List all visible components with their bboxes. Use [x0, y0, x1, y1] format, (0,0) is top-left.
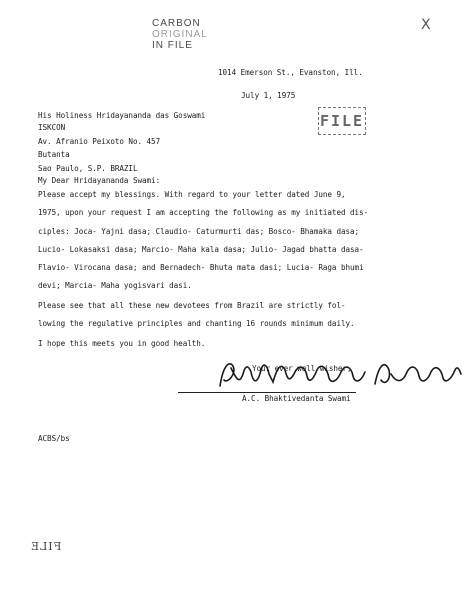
- stamp-line-1: CARBON: [152, 18, 201, 29]
- body-line: lowing the regulative principles and chanting 16 rounds minimum daily.: [38, 319, 355, 328]
- typist-initials: ACBS/bs: [38, 434, 70, 443]
- recipient-city: Sao Paulo, S.P. BRAZIL: [38, 164, 138, 173]
- body-line: Please see that all these new devotees from Brazil are strictly fol-: [38, 301, 346, 310]
- recipient-org: ISKCON: [38, 123, 66, 132]
- letter-date: July 1, 1975: [241, 91, 296, 100]
- signer-name: A.C. Bhaktivedanta Swami: [242, 394, 351, 403]
- valediction: Your ever well wisher,: [252, 364, 352, 373]
- salutation: My Dear Hridayananda Swami:: [38, 176, 161, 185]
- signature-line: [178, 392, 356, 393]
- file-stamp-mirrored-text: FILE: [30, 540, 62, 553]
- corner-mark: X: [421, 17, 431, 33]
- file-stamp: FILE: [318, 107, 366, 135]
- recipient-district: Butanta: [38, 150, 70, 159]
- body-line: Lucio- Lokasaksi dasa; Marcio- Maha kala dasa; Julio- Jagad bhatta dasa-: [38, 245, 364, 254]
- body-line: 1975, upon your request I am accepting the following as my initiated dis-: [38, 208, 369, 217]
- handwritten-signature: [215, 356, 464, 396]
- recipient-name: His Holiness Hridayananda das Goswami: [38, 111, 206, 120]
- body-line: Flavio- Virocana dasa; and Bernadech- Bhuta mata dasi; Lucia- Raga bhumi: [38, 263, 364, 272]
- recipient-street: Av. Afranio Peixoto No. 457: [38, 137, 161, 146]
- body-line: devi; Marcia- Maha yogisvari dasi.: [38, 281, 192, 290]
- carbon-original-stamp: [152, 18, 208, 51]
- stamp-line-3: IN FILE: [152, 40, 193, 51]
- body-line: Please accept my blessings. With regard to your letter dated June 9,: [38, 190, 346, 199]
- file-stamp-mirrored: [30, 540, 61, 553]
- body-line: ciples: Joca- Yajni dasa; Claudio- Caturmurti das; Bosco- Bhamaka dasa;: [38, 227, 360, 236]
- stamp-line-2: ORIGINAL: [152, 29, 208, 40]
- sender-address: 1014 Emerson St., Evanston, Ill.: [218, 68, 363, 77]
- body-line: I hope this meets you in good health.: [38, 339, 206, 348]
